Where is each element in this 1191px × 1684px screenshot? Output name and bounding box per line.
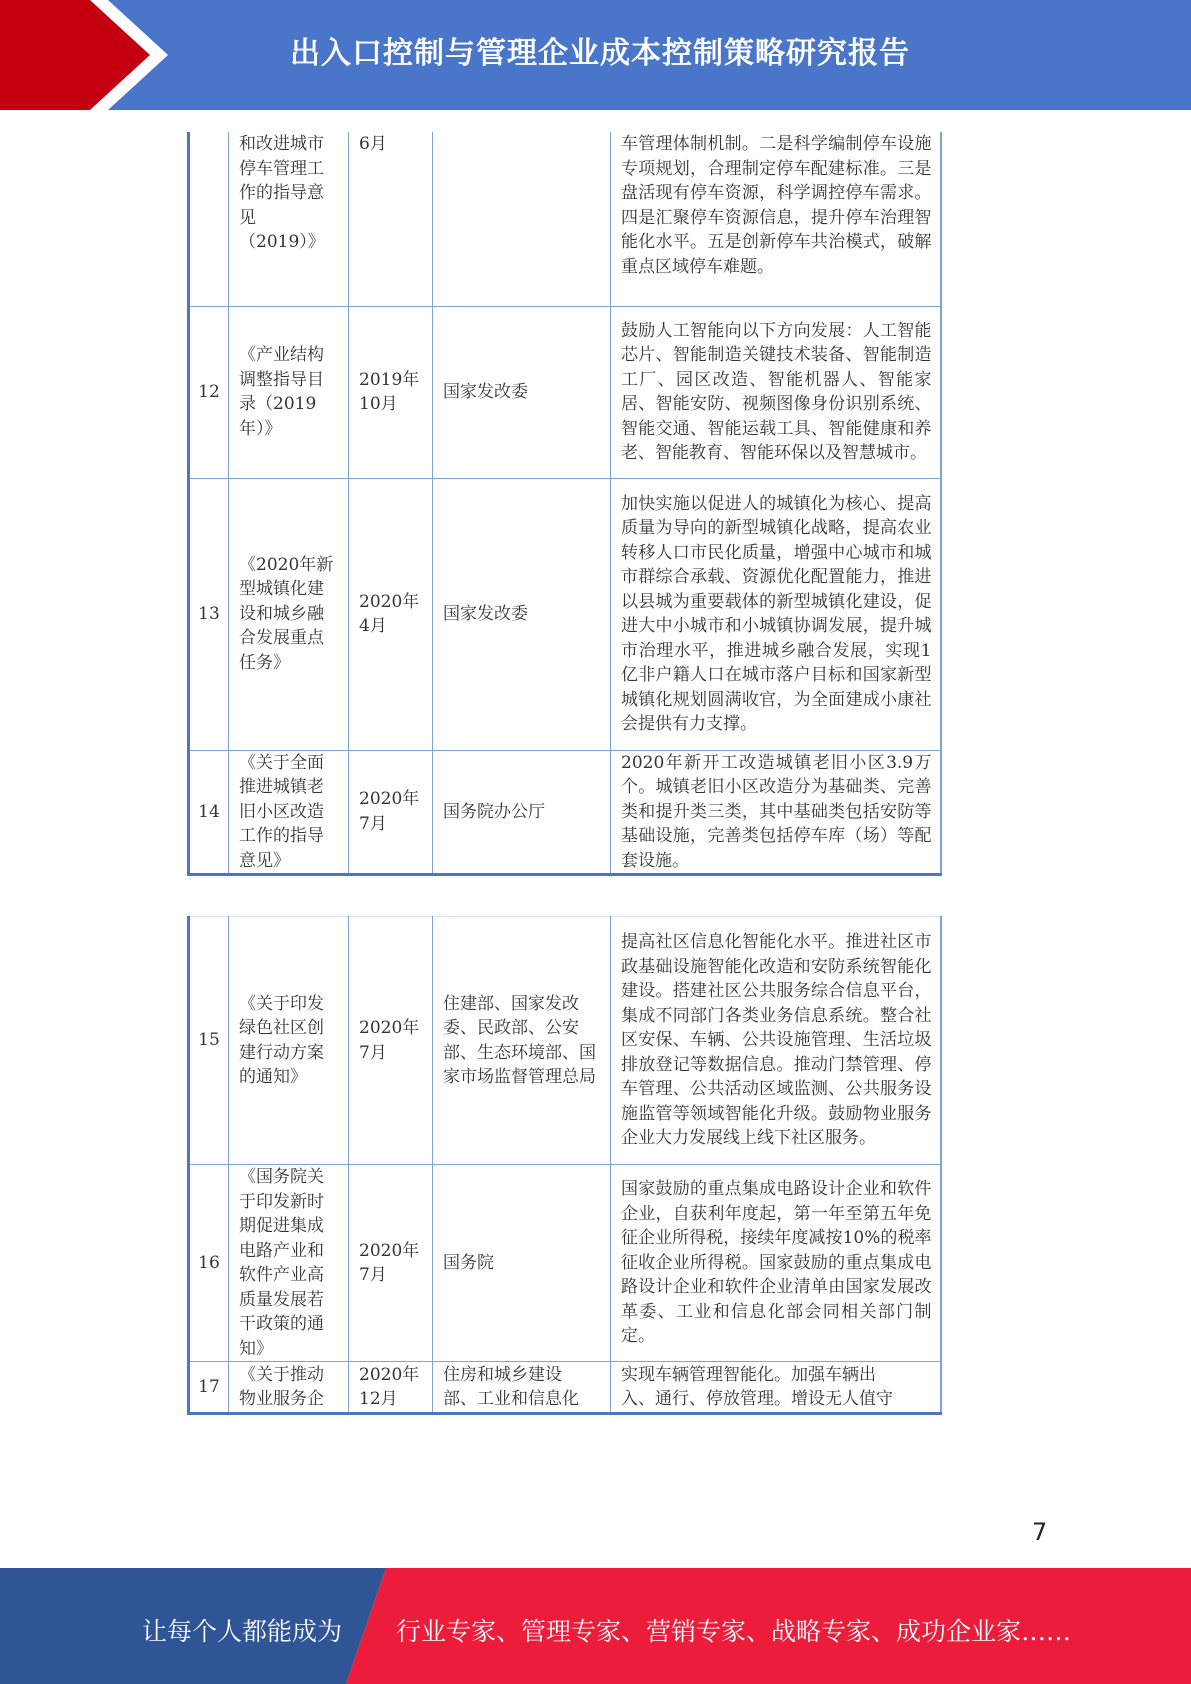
policy-name: 《关于全面 推进城镇老 旧小区改造 工作的指导 意见》 (229, 750, 349, 875)
policy-name: 《2020年新 型城镇化建 设和城乡融 合发展重点 任务》 (229, 478, 349, 750)
table-row (189, 1362, 941, 1414)
table-row (189, 478, 941, 750)
table-row (189, 132, 941, 306)
row-number: 12 (189, 306, 229, 478)
issuing-org: 国务院办公厅 (433, 750, 611, 875)
policy-summary: 鼓励人工智能向以下方向发展：人工智能芯片、智能制造关键技术装备、智能制造工厂、园区改造、智能机器人、智能家居、智能安防、视频图像身份识别系统、智能交通、智能运载工具、智能健康和养老、智能教育、智能环保以及智慧城市。 (611, 306, 941, 478)
issue-date: 2020年 12月 (349, 1362, 433, 1414)
policy-table-part-2 (187, 916, 942, 1415)
page-footer (0, 1568, 1191, 1684)
page-number: 7 (1032, 1518, 1048, 1546)
policy-summary: 车管理体制机制。二是科学编制停车设施专项规划，合理制定停车配建标准。三是盘活现有停车资源，科学调控停车需求。四是汇聚停车资源信息，提升停车治理智能化水平。五是创新停车共治模式，破解重点区域停车难题。 (611, 132, 941, 306)
policy-name: 《产业结构 调整指导目 录（2019 年）》 (229, 306, 349, 478)
policy-summary: 加快实施以促进人的城镇化为核心、提高质量为导向的新型城镇化战略，提高农业转移人口市民化质量，增强中心城市和城市群综合承载、资源优化配置能力，推进以县城为重要载体的新型城镇化建设，促进大中小城市和小城镇协调发展，提升城市治理水平，推进城乡融合发展，实现1亿非户籍人口在城市落户目标和国家新型城镇化规划圆满收官，为全面建成小康社会提供有力支撑。 (611, 478, 941, 750)
row-number: 14 (189, 750, 229, 875)
table-row (189, 306, 941, 478)
row-number: 15 (189, 917, 229, 1165)
row-number: 17 (189, 1362, 229, 1414)
table-row (189, 1165, 941, 1362)
policy-summary: 实现车辆管理智能化。加强车辆出 入、通行、停放管理。增设无人值守 (611, 1362, 941, 1414)
policy-name: 《关于推动 物业服务企 (229, 1362, 349, 1414)
issuing-org (433, 132, 611, 306)
issue-date: 6月 (349, 132, 433, 306)
issuing-org: 国家发改委 (433, 478, 611, 750)
table-row (189, 750, 941, 875)
row-number: 16 (189, 1165, 229, 1362)
policy-name: 《国务院关 于印发新时 期促进集成 电路产业和 软件产业高 质量发展若 干政策的通 知》 (229, 1165, 349, 1362)
table-row (189, 917, 941, 1165)
footer-slogan-left: 让每个人都能成为 (142, 1617, 343, 1646)
policy-name: 和改进城市 停车管理工 作的指导意 见 （2019）》 (229, 132, 349, 306)
issue-date: 2019年 10月 (349, 306, 433, 478)
policy-summary: 国家鼓励的重点集成电路设计企业和软件企业，自获利年度起，第一年至第五年免征企业所得税，接续年度减按10%的税率征收企业所得税。国家鼓励的重点集成电路设计企业和软件企业清单由国家发展改革委、工业和信息化部会同相关部门制定。 (611, 1165, 941, 1362)
issue-date: 2020年 4月 (349, 478, 433, 750)
footer-slogan-right: 行业专家、管理专家、营销专家、战略专家、成功企业家…… (396, 1617, 1072, 1646)
policy-table-part-1 (187, 132, 942, 876)
issuing-org: 住房和城乡建设 部、工业和信息化 (433, 1362, 611, 1414)
row-number: 13 (189, 478, 229, 750)
policy-summary: 提高社区信息化智能化水平。推进社区市政基础设施智能化改造和安防系统智能化建设。搭建社区公共服务综合信息平台，集成不同部门各类业务信息系统。整合社区安保、车辆、公共设施管理、生活垃圾排放登记等数据信息。推动门禁管理、停车管理、公共活动区域监测、公共服务设施监管等领域智能化升级。鼓励物业服务企业大力发展线上线下社区服务。 (611, 917, 941, 1165)
policy-summary: 2020年新开工改造城镇老旧小区3.9万个。城镇老旧小区改造分为基础类、完善类和提升类三类，其中基础类包括安防等基础设施，完善类包括停车库（场）等配套设施。 (611, 750, 941, 875)
page-header (0, 0, 1191, 110)
issue-date: 2020年 7月 (349, 750, 433, 875)
issuing-org: 国务院 (433, 1165, 611, 1362)
issue-date: 2020年 7月 (349, 917, 433, 1165)
issuing-org: 住建部、国家发改委、民政部、公安部、生态环境部、国家市场监督管理总局 (433, 917, 611, 1165)
row-number (189, 132, 229, 306)
report-title: 出入口控制与管理企业成本控制策略研究报告 (290, 36, 910, 71)
issue-date: 2020年 7月 (349, 1165, 433, 1362)
policy-name: 《关于印发 绿色社区创 建行动方案 的通知》 (229, 917, 349, 1165)
issuing-org: 国家发改委 (433, 306, 611, 478)
